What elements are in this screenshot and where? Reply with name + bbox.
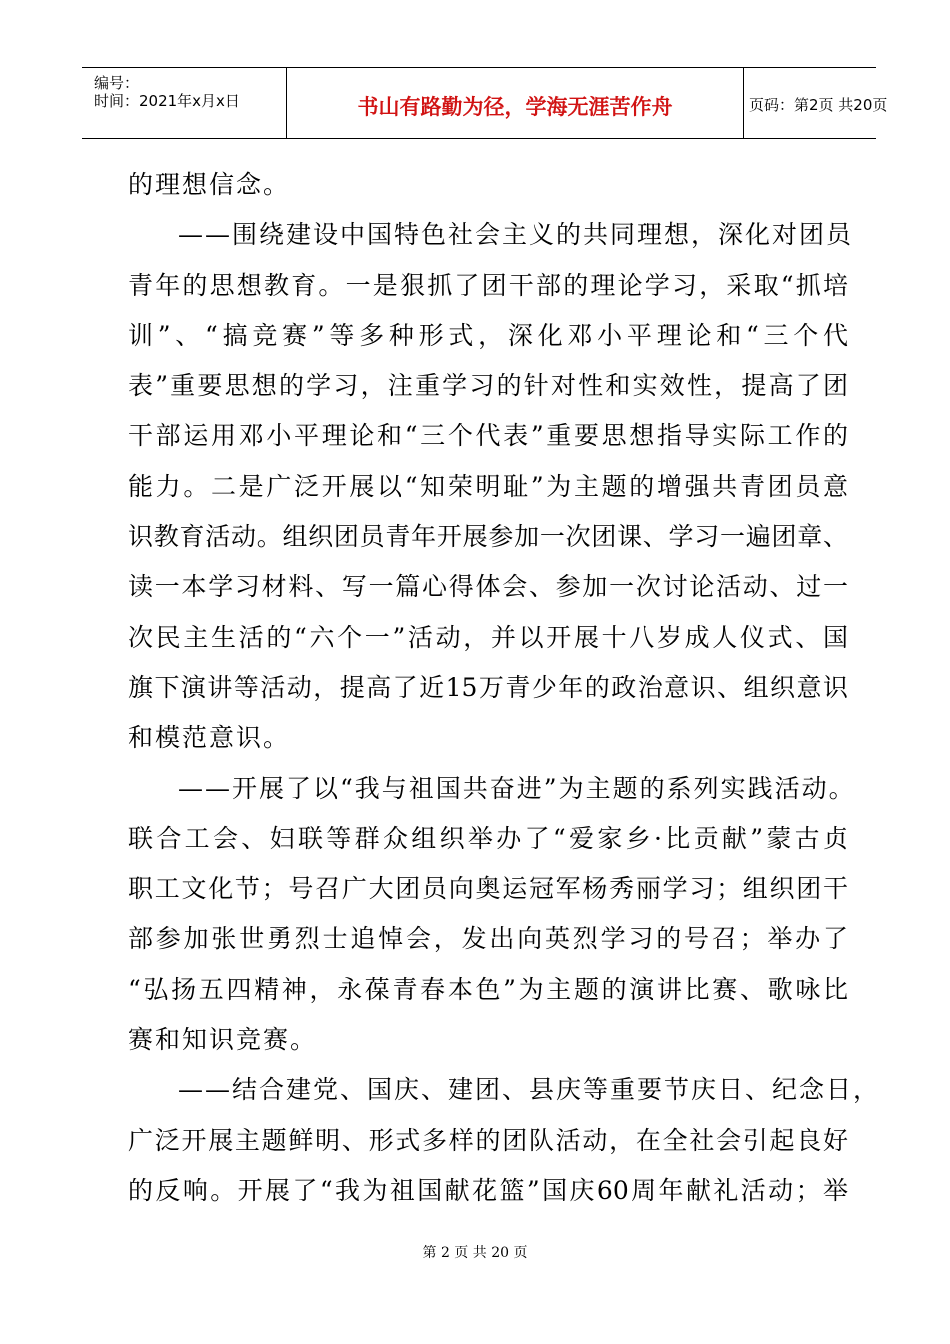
page-footer: 第 2 页 共 20 页 bbox=[422, 1245, 528, 1261]
body-line: 青年的思想教育。一是狠抓了团干部的理论学习，采取“抓培 bbox=[128, 270, 848, 300]
body-line: ——开展了以“我与祖国共奋进”为主题的系列实践活动。 bbox=[178, 773, 856, 803]
body-line: 识教育活动。组织团员青年开展参加一次团课、学习一遍团章、 bbox=[128, 522, 848, 552]
body-line: 的理想信念。 bbox=[128, 170, 291, 199]
document-number-label: 编号： bbox=[94, 74, 140, 92]
body-line: ——结合建党、国庆、建团、县庆等重要节庆日、纪念日， bbox=[178, 1075, 881, 1105]
body-line: 和模范意识。 bbox=[128, 723, 291, 753]
body-line: 部参加张世勇烈士追悼会，发出向英烈学习的号召；举办了 bbox=[128, 924, 848, 954]
body-line: 旗下演讲等活动，提高了近15万青少年的政治意识、组织意识 bbox=[128, 672, 848, 702]
body-line: 次民主生活的“六个一”活动，并以开展十八岁成人仪式、国 bbox=[128, 622, 848, 652]
body-line: 职工文化节；号召广大团员向奥运冠军杨秀丽学习；组织团干 bbox=[128, 874, 848, 904]
body-line: “弘扬五四精神，永葆青春本色”为主题的演讲比赛、歌咏比 bbox=[128, 974, 848, 1004]
document-time-label: 时间：2021年x月x日 bbox=[94, 92, 240, 110]
header-motto-cell bbox=[286, 68, 744, 138]
body-line: 读一本学习材料、写一篇心得体会、参加一次讨论活动、过一 bbox=[128, 572, 848, 602]
body-line: ——围绕建设中国特色社会主义的共同理想，深化对团员 bbox=[178, 220, 854, 250]
body-line: 能力。二是广泛开展以“知荣明耻”为主题的增强共青团员意 bbox=[128, 471, 848, 501]
header-page-number: 页码：第2页 共20页 bbox=[749, 96, 888, 114]
body-line: 表”重要思想的学习，注重学习的针对性和实效性，提高了团 bbox=[128, 371, 848, 401]
body-line: 的反响。开展了“我为祖国献花篮”国庆60周年献礼活动；举 bbox=[128, 1175, 848, 1205]
document-body bbox=[128, 160, 881, 1216]
page-header bbox=[82, 67, 888, 139]
body-line: 干部运用邓小平理论和“三个代表”重要思想指导实际工作的 bbox=[128, 421, 848, 451]
header-meta-cell bbox=[82, 68, 286, 138]
body-line: 联合工会、妇联等群众组织举办了“爱家乡·比贡献”蒙古贞 bbox=[128, 823, 848, 853]
body-line: 广泛开展主题鲜明、形式多样的团队活动，在全社会引起良好 bbox=[128, 1125, 848, 1155]
header-motto: 书山有路勤为径，学海无涯苦作舟 bbox=[357, 95, 673, 119]
header-page-cell bbox=[743, 68, 888, 138]
body-line: 赛和知识竞赛。 bbox=[128, 1025, 318, 1055]
body-line: 训”、“搞竞赛”等多种形式，深化邓小平理论和“三个代 bbox=[128, 320, 849, 350]
